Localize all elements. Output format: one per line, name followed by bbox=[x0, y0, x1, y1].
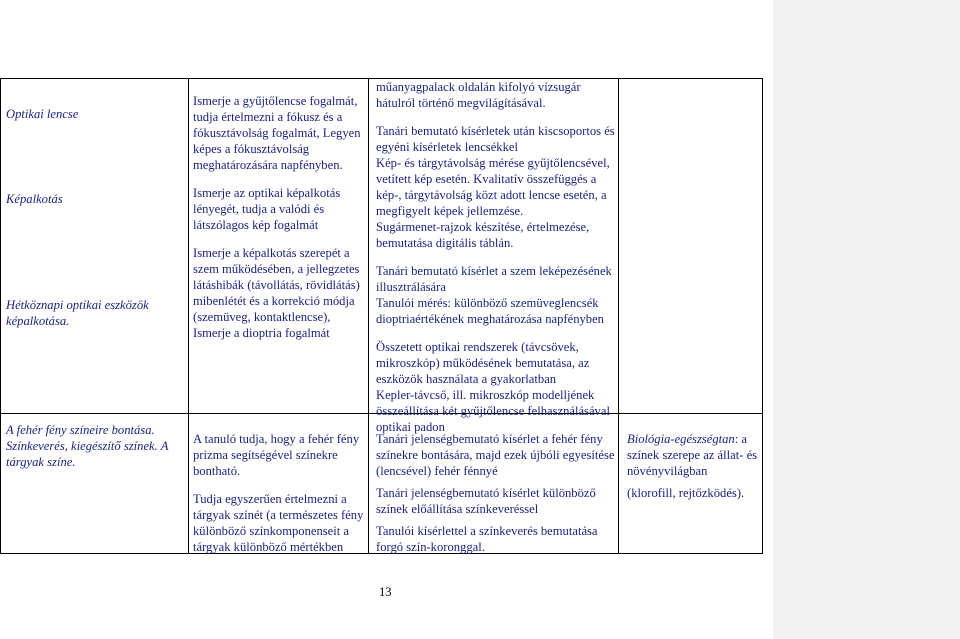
act-szinekre-bontas: Tanári jelenségbemutató kísérlet a fehér fény színekre bontására, majd ezek újbóli egyesítése (lencsével) fehér fénnyé bbox=[376, 432, 615, 478]
table-divider-1 bbox=[188, 78, 189, 554]
connection-note: (klorofill, rejtőzködés). bbox=[627, 486, 745, 500]
table-border-left bbox=[0, 78, 1, 554]
table-divider-3 bbox=[618, 78, 619, 554]
topic-optikai-lencse: Optikai lencse bbox=[6, 107, 79, 121]
req-gyujtolencse: Ismerje a gyűjtőlencse fogalmát, tudja értelmezni a fókusz és a fókusztávolság fogalmát, Legyen képes a fókusztávolság meghatározására napfényben. bbox=[193, 94, 361, 172]
requirements-block-a bbox=[193, 93, 361, 341]
page-number: 13 bbox=[379, 585, 392, 599]
right-margin-panel bbox=[773, 0, 960, 639]
activities-block-b bbox=[376, 431, 616, 555]
act-lencse-kiserletek: Tanári bemutató kísérletek után kiscsoportos és egyéni kísérletek lencsékkel Kép- és tárgytávolság mérése gyűjtőlencsével, vetített kép esetén. Kvalitatív összefüggés a kép-, tárgytávolság közt adott lencse esetén, a megfigyelt képek jellemzése. Sugármenet-rajzok készítése, értelmezése, bemutatása digitális táblán. bbox=[376, 124, 615, 250]
connection-biologia bbox=[627, 431, 761, 479]
connections-block bbox=[627, 431, 761, 501]
topic-feher-feny: A fehér fény színeire bontása. Színkeverés, kiegészítő színek. A tárgyak színe. bbox=[6, 423, 169, 469]
table-divider-2 bbox=[368, 78, 369, 554]
requirements-block-b bbox=[193, 431, 365, 555]
act-optikai-rendszerek: Összetett optikai rendszerek (távcsövek, mikroszkóp) működésének bemutatása, az eszközök használata a gyakorlatban Kepler-távcső, ill. mikroszkóp modelljének összeállítása két gyűjtőlencse felhasználásával optikai padon bbox=[376, 340, 610, 434]
req-kepalkotas: Ismerje az optikai képalkotás lényegét, tudja a valódi és látszólagos kép fogalmát bbox=[193, 186, 341, 232]
act-szem-lekepezes: Tanári bemutató kísérlet a szem leképezésének illusztrálására Tanulói mérés: különböző szemüveglencsék dioptriaértékének meghatározása napfényben bbox=[376, 264, 612, 326]
req-szem: Ismerje a képalkotás szerepét a szem működésében, a jellegzetes látáshibák (távollátás, rövidlátás) mibenlétét és a korrekció módja (szemüveg, kontaktlencse), Ismerje a dioptria fogalmát bbox=[193, 246, 360, 340]
connection-text: : a színek szerepe az állat- és növényvilágban bbox=[627, 432, 758, 478]
req-feher-feny: A tanuló tudja, hogy a fehér fény prizma segítségével színekre bontható. bbox=[193, 432, 360, 478]
topic-hetkoznapi-eszkozok: Hétköznapi optikai eszközök képalkotása. bbox=[6, 298, 149, 328]
act-szinkeveres: Tanári jelenségbemutató kísérlet különböző színek előállítása színkeveréssel bbox=[376, 486, 596, 516]
topic-kepalkotas: Képalkotás bbox=[6, 192, 63, 206]
act-szinkorong: Tanulói kísérlettel a színkeverés bemutatása forgó szín-koronggal. bbox=[376, 524, 598, 554]
connection-subject: Biológia-egészségtan bbox=[627, 432, 735, 446]
req-targyak-szine: Tudja egyszerűen értelmezni a tárgyak színét (a természetes fény különböző színkomponenseit a tárgyak különböző mértékben bbox=[193, 492, 364, 554]
activities-block-a bbox=[376, 79, 616, 435]
act-vizsugar: műanyagpalack oldalán kifolyó vízsugár hátulról történő megvilágításával. bbox=[376, 80, 581, 110]
table-border-right bbox=[762, 78, 763, 554]
